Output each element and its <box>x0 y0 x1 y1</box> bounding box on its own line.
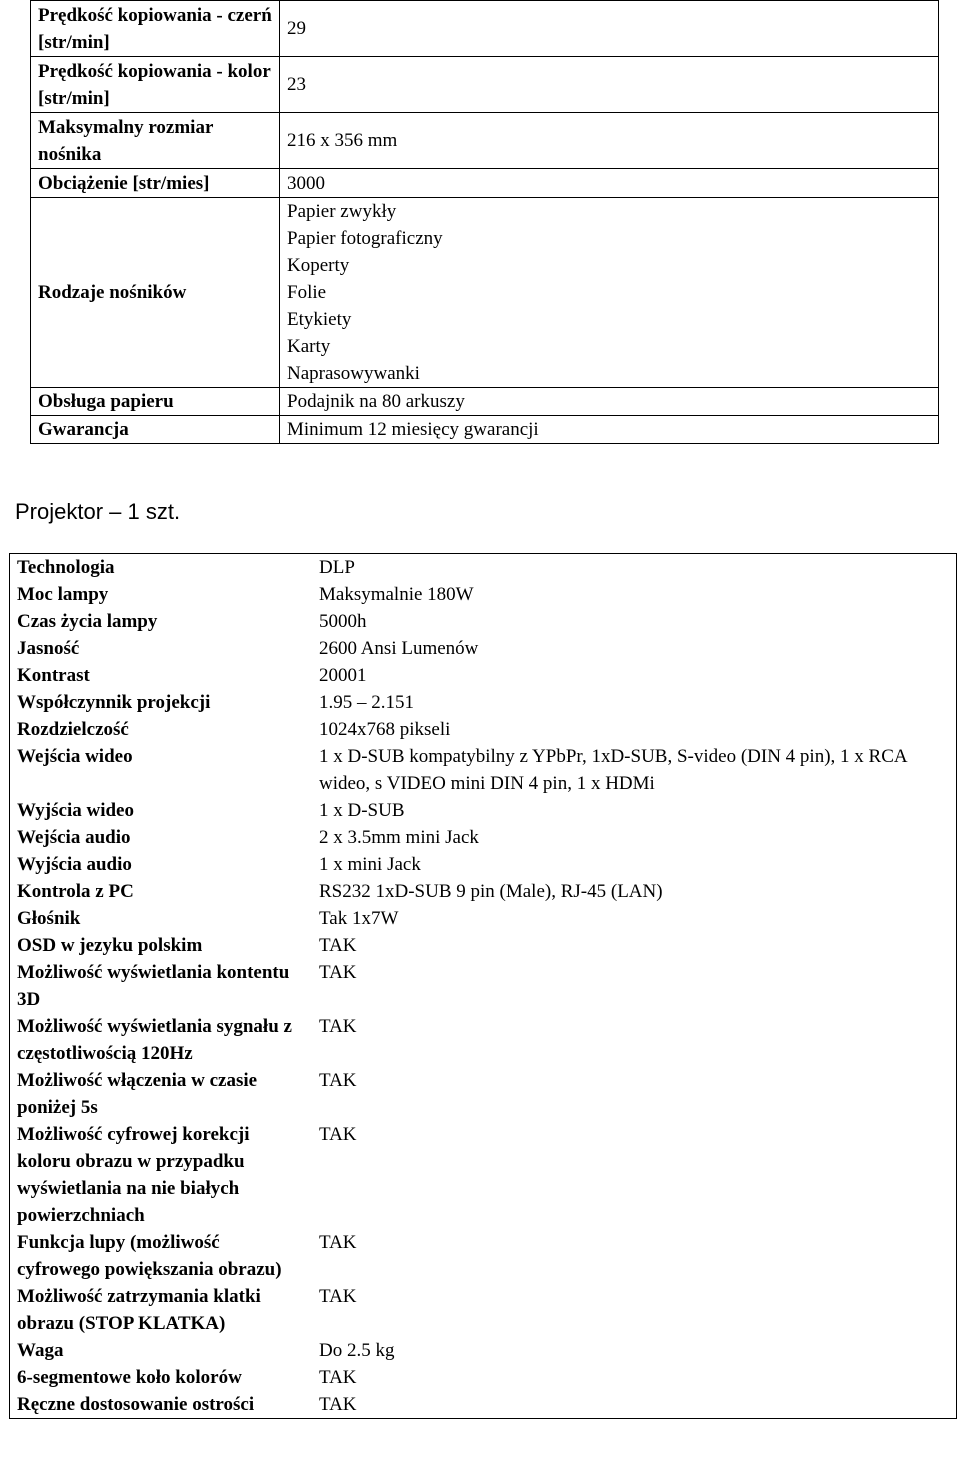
spec-label: Funkcja lupy (możliwość cyfrowego powiększania obrazu) <box>17 1232 282 1280</box>
spec-value: Minimum 12 miesięcy gwarancji <box>280 416 939 444</box>
spec-label: Kontrola z PC <box>17 881 134 902</box>
projector-spec-row <box>10 716 957 743</box>
projector-spec-row <box>10 1121 957 1229</box>
projector-spec-row <box>10 554 957 582</box>
spec-label: Rodzaje nośników <box>31 198 280 388</box>
projector-spec-row <box>10 1391 957 1419</box>
spec-value: TAK <box>319 1232 357 1253</box>
projector-spec-row <box>10 689 957 716</box>
printer-spec-row <box>31 1 939 57</box>
spec-value: TAK <box>319 1070 357 1091</box>
spec-label: 6-segmentowe koło kolorów <box>17 1367 242 1388</box>
spec-label: Waga <box>17 1340 64 1361</box>
projector-spec-row <box>10 1067 957 1121</box>
spec-value: 216 x 356 mm <box>280 113 939 169</box>
spec-label: OSD w jezyku polskim <box>17 935 203 956</box>
projector-spec-row <box>10 1337 957 1364</box>
spec-label: Prędkość kopiowania - czerń [str/min] <box>31 1 280 57</box>
projector-spec-row <box>10 905 957 932</box>
spec-label: Wejścia audio <box>17 827 131 848</box>
spec-value: TAK <box>319 1016 357 1037</box>
projector-spec-row <box>10 1013 957 1067</box>
spec-value: 1024x768 pikseli <box>319 719 451 740</box>
spec-label: Gwarancja <box>31 416 280 444</box>
spec-label: Możliwość wyświetlania kontentu 3D <box>17 962 290 1010</box>
projector-spec-row <box>10 932 957 959</box>
projector-spec-row <box>10 608 957 635</box>
spec-value: TAK <box>319 1124 357 1145</box>
media-type-item: Papier fotograficzny <box>287 228 443 249</box>
spec-value: 3000 <box>280 169 939 198</box>
printer-spec-row <box>31 416 939 444</box>
spec-label: Możliwość zatrzymania klatki obrazu (STOP KLATKA) <box>17 1286 261 1334</box>
media-type-item: Folie <box>287 282 327 303</box>
media-type-item: Karty <box>287 336 331 357</box>
projector-spec-row <box>10 878 957 905</box>
spec-value: TAK <box>319 1394 357 1415</box>
printer-spec-row <box>31 113 939 169</box>
media-type-item: Koperty <box>287 255 350 276</box>
spec-value: 2 x 3.5mm mini Jack <box>319 827 479 848</box>
spec-value: TAK <box>319 962 357 983</box>
projector-spec-row <box>10 851 957 878</box>
spec-value: Podajnik na 80 arkuszy <box>280 388 939 416</box>
media-type-item: Etykiety <box>287 309 352 330</box>
spec-label: Jasność <box>17 638 80 659</box>
printer-spec-row <box>31 169 939 198</box>
projector-spec-table <box>9 553 957 1419</box>
spec-label: Głośnik <box>17 908 81 929</box>
spec-label: Wyjścia audio <box>17 854 132 875</box>
spec-value: 29 <box>280 1 939 57</box>
spec-label: Ręczne dostosowanie ostrości <box>17 1394 255 1415</box>
projector-spec-row <box>10 1283 957 1337</box>
spec-label: Prędkość kopiowania - kolor [str/min] <box>31 57 280 113</box>
spec-value: Tak 1x7W <box>319 908 399 929</box>
spec-value: TAK <box>319 1286 357 1307</box>
spec-value: Do 2.5 kg <box>319 1340 395 1361</box>
spec-label: Czas życia lampy <box>17 611 158 632</box>
projector-spec-row <box>10 662 957 689</box>
projector-spec-row <box>10 959 957 1013</box>
projector-spec-row <box>10 635 957 662</box>
spec-value: RS232 1xD-SUB 9 pin (Male), RJ-45 (LAN) <box>319 881 663 902</box>
spec-label: Maksymalny rozmiar nośnika <box>31 113 280 169</box>
spec-label: Kontrast <box>17 665 90 686</box>
spec-label: Rozdzielczość <box>17 719 129 740</box>
printer-spec-row <box>31 57 939 113</box>
printer-spec-table <box>30 0 939 444</box>
spec-label: Możliwość wyświetlania sygnału z częstotliwością 120Hz <box>17 1016 292 1064</box>
spec-value: TAK <box>319 935 357 956</box>
spec-value: 20001 <box>319 665 367 686</box>
projector-spec-row <box>10 824 957 851</box>
projector-heading: Projektor – 1 szt. <box>15 499 181 524</box>
spec-value: Maksymalnie 180W <box>319 584 474 605</box>
media-type-item: Naprasowywanki <box>287 363 420 384</box>
spec-label: Wejścia wideo <box>17 746 133 767</box>
spec-label: Moc lampy <box>17 584 109 605</box>
media-types-list <box>280 198 939 388</box>
spec-value: 1 x D-SUB kompatybilny z YPbPr, 1xD-SUB, S-video (DIN 4 pin), 1 x RCA wideo, s VIDEO mini DIN 4 pin, 1 x HDMi <box>319 746 907 794</box>
spec-value: 1.95 – 2.151 <box>319 692 414 713</box>
media-type-item: Papier zwykły <box>287 201 397 222</box>
spec-value: 5000h <box>319 611 367 632</box>
spec-label: Współczynnik projekcji <box>17 692 211 713</box>
spec-value: 1 x D-SUB <box>319 800 405 821</box>
projector-spec-row <box>10 1229 957 1283</box>
spec-label: Możliwość cyfrowej korekcji koloru obrazu w przypadku wyświetlania na nie białych powierzchniach <box>17 1124 250 1226</box>
spec-label: Obciążenie [str/mies] <box>31 169 280 198</box>
projector-spec-row <box>10 743 957 797</box>
spec-label: Wyjścia wideo <box>17 800 134 821</box>
spec-value: 23 <box>280 57 939 113</box>
spec-value: TAK <box>319 1367 357 1388</box>
spec-value: 1 x mini Jack <box>319 854 421 875</box>
spec-value: DLP <box>319 557 355 578</box>
printer-spec-row <box>31 198 939 388</box>
spec-label: Technologia <box>17 557 115 578</box>
projector-spec-row <box>10 1364 957 1391</box>
spec-value: 2600 Ansi Lumenów <box>319 638 479 659</box>
spec-label: Obsługa papieru <box>31 388 280 416</box>
spec-label: Możliwość włączenia w czasie poniżej 5s <box>17 1070 258 1118</box>
projector-spec-row <box>10 581 957 608</box>
printer-spec-row <box>31 388 939 416</box>
projector-spec-row <box>10 797 957 824</box>
